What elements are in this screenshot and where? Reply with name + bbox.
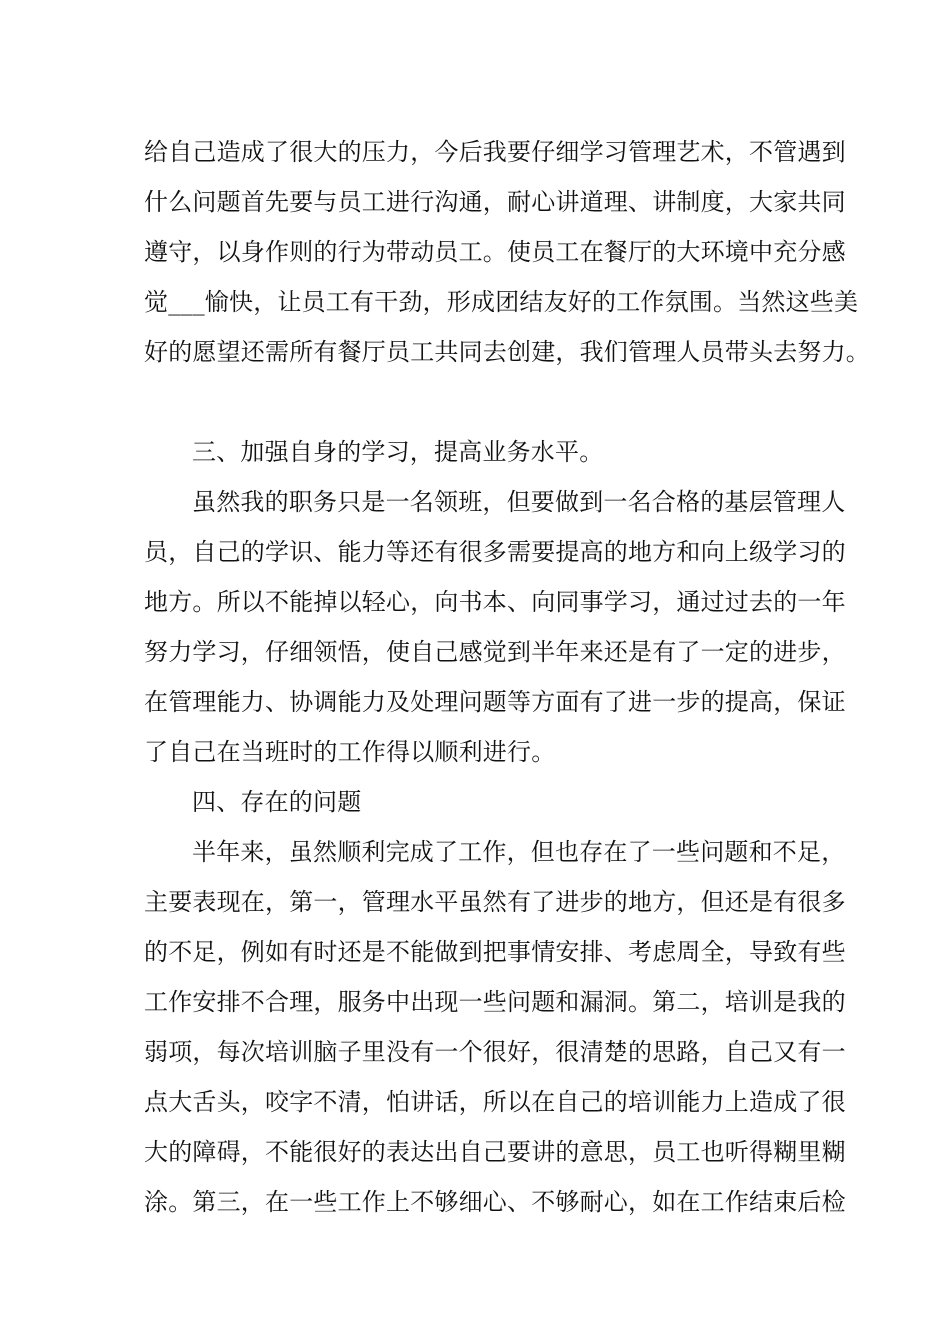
paragraph-line-2: 什么问题首先要与员工进行沟通，耐心讲道理、讲制度，大家共同 <box>144 188 846 216</box>
paragraph-line-16: 弱项，每次培训脑子里没有一个很好，很清楚的思路，自己又有一 <box>144 1038 846 1066</box>
section-heading-4: 四、存在的问题 <box>192 788 362 816</box>
paragraph-line-5: 好的愿望还需所有餐厅员工共同去创建，我们管理人员带头去努力。 <box>144 338 870 366</box>
paragraph-line-15: 工作安排不合理，服务中出现一些问题和漏洞。第二，培训是我的 <box>144 988 846 1016</box>
paragraph-line-9: 努力学习，仔细领悟，使自己感觉到半年来还是有了一定的进步， <box>144 638 846 666</box>
paragraph-line-4: 觉___愉快，让员工有干劲，形成团结友好的工作氛围。当然这些美 <box>144 288 859 316</box>
paragraph-line-11: 了自己在当班时的工作得以顺利进行。 <box>144 738 556 766</box>
paragraph-line-1: 给自己造成了很大的压力，今后我要仔细学习管理艺术，不管遇到 <box>144 138 846 166</box>
paragraph-line-13: 主要表现在，第一，管理水平虽然有了进步的地方，但还是有很多 <box>144 888 846 916</box>
paragraph-line-19: 涂。第三，在一些工作上不够细心、不够耐心，如在工作结束后检 <box>144 1188 846 1216</box>
paragraph-line-6: 虽然我的职务只是一名领班，但要做到一名合格的基层管理人 <box>192 488 846 516</box>
paragraph-line-3: 遵守，以身作则的行为带动员工。使员工在餐厅的大环境中充分感 <box>144 238 846 266</box>
paragraph-line-7: 员，自己的学识、能力等还有很多需要提高的地方和向上级学习的 <box>144 538 846 566</box>
paragraph-line-10: 在管理能力、协调能力及处理问题等方面有了进一步的提高，保证 <box>144 688 846 716</box>
paragraph-line-17: 点大舌头，咬字不清，怕讲话，所以在自己的培训能力上造成了很 <box>144 1088 846 1116</box>
section-heading-3: 三、加强自身的学习，提高业务水平。 <box>192 438 604 466</box>
paragraph-line-12: 半年来，虽然顺利完成了工作，但也存在了一些问题和不足， <box>192 838 846 866</box>
paragraph-line-8: 地方。所以不能掉以轻心，向书本、向同事学习，通过过去的一年 <box>144 588 846 616</box>
paragraph-line-14: 的不足，例如有时还是不能做到把事情安排、考虑周全，导致有些 <box>144 938 846 966</box>
paragraph-line-18: 大的障碍，不能很好的表达出自己要讲的意思，员工也听得糊里糊 <box>144 1138 846 1166</box>
